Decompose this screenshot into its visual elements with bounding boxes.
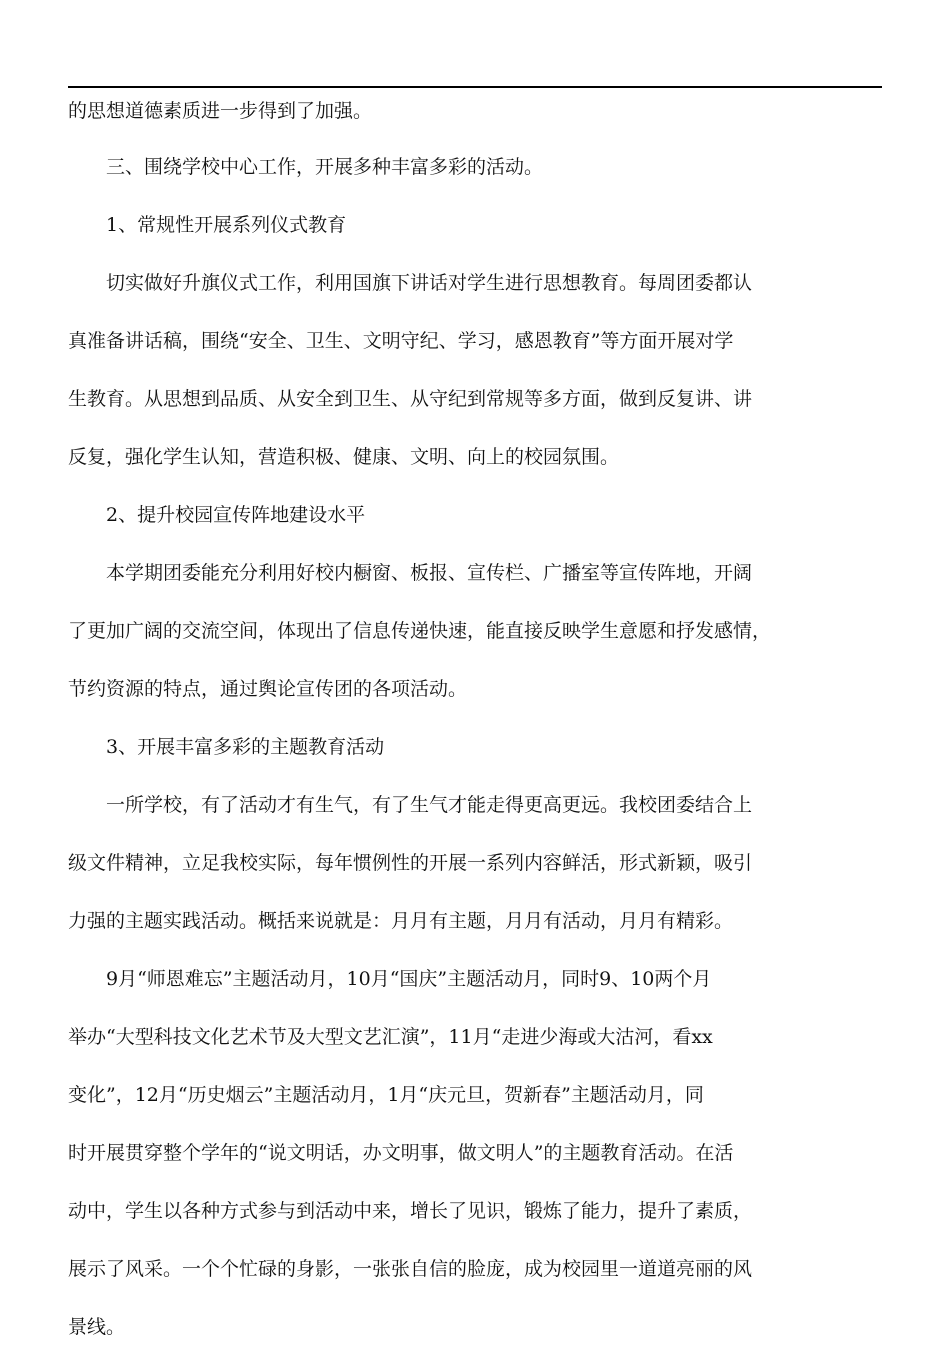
header-rule [68,86,882,88]
paragraph-line: 动中，学生以各种方式参与到活动中来，增长了见识，锻炼了能力，提升了素质， [68,1200,753,1222]
paragraph-line: 节约资源的特点，通过舆论宣传团的各项活动。 [68,678,468,700]
paragraph-line: 的思想道德素质进一步得到了加强。 [68,100,373,122]
paragraph-line: 本学期团委能充分利用好校内橱窗、板报、宣传栏、广播室等宣传阵地，开阔 [106,562,753,584]
paragraph-line: 9月“师恩难忘”主题活动月，10月“国庆”主题活动月，同时9、10两个月 [106,968,712,990]
paragraph-line: 切实做好升旗仪式工作，利用国旗下讲话对学生进行思想教育。每周团委都认 [106,272,753,294]
subsection-heading: 1、常规性开展系列仪式教育 [106,214,347,236]
paragraph-line: 级文件精神，立足我校实际，每年惯例性的开展一系列内容鲜活，形式新颖，吸引 [68,852,753,874]
paragraph-line: 展示了风采。一个个忙碌的身影，一张张自信的脸庞，成为校园里一道道亮丽的风 [68,1258,753,1280]
paragraph-line: 变化”，12月“历史烟云”主题活动月，1月“庆元旦，贺新春”主题活动月，同 [68,1084,704,1106]
paragraph-line: 生教育。从思想到品质、从安全到卫生、从守纪到常规等多方面，做到反复讲、讲 [68,388,753,410]
subsection-heading: 2、提升校园宣传阵地建设水平 [106,504,366,526]
subsection-heading: 3、开展丰富多彩的主题教育活动 [106,736,385,758]
paragraph-line: 了更加广阔的交流空间，体现出了信息传递快速，能直接反映学生意愿和抒发感情， [68,620,772,642]
paragraph-line: 举办“大型科技文化艺术节及大型文艺汇演”，11月“走进少海或大沽河，看xx [68,1026,713,1048]
document-body [68,92,888,1347]
paragraph-line: 时开展贯穿整个学年的“说文明话，办文明事，做文明人”的主题教育活动。在活 [68,1142,734,1164]
paragraph-line: 力强的主题实践活动。概括来说就是：月月有主题，月月有活动，月月有精彩。 [68,910,734,932]
paragraph-line: 一所学校，有了活动才有生气，有了生气才能走得更高更远。我校团委结合上 [106,794,753,816]
paragraph-line: 景线。 [68,1316,126,1338]
paragraph-line: 反复，强化学生认知，营造积极、健康、文明、向上的校园氛围。 [68,446,620,468]
section-heading: 三、围绕学校中心工作，开展多种丰富多彩的活动。 [106,156,544,178]
paragraph-line: 真准备讲话稿，围绕“安全、卫生、文明守纪、学习，感恩教育”等方面开展对学 [68,330,734,352]
